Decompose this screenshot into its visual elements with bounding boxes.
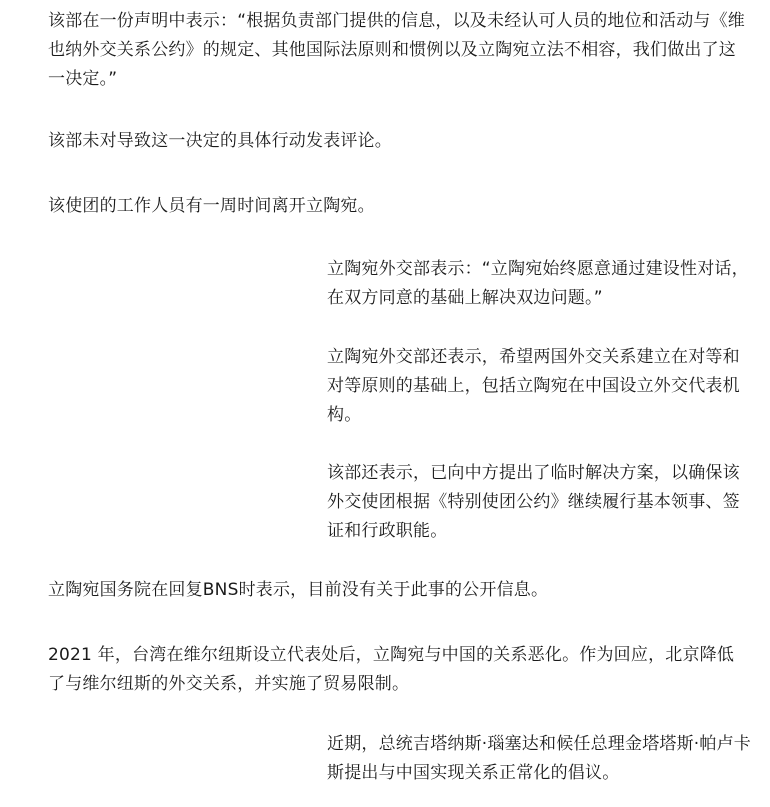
article-paragraph-constructive-dialogue: 立陶宛外交部表示：“立陶宛始终愿意通过建设性对话，在双方同意的基础上解决双边问题。”	[327, 259, 749, 308]
article-paragraph-interim-solution: 该部还表示，已向中方提出了临时解决方案，以确保该外交使团根据《特别使团公约》继续履行基本领事、签证和行政职能。	[327, 463, 740, 541]
article-paragraph-state-council: 立陶宛国务院在回复BNS时表示，目前没有关于此事的公开信息。	[48, 580, 549, 600]
article-paragraph-normalization: 近期，总统吉塔纳斯·瑙塞达和候任总理金塔塔斯·帕卢卡斯提出与中国实现关系正常化的倡议。	[327, 734, 752, 783]
article-paragraph-staff-departure: 该使团的工作人员有一周时间离开立陶宛。	[48, 196, 375, 216]
article-paragraph-background-2021: 2021 年，台湾在维尔纽斯设立代表处后，立陶宛与中国的关系恶化。作为回应，北京降低了与维尔纽斯的外交关系，并实施了贸易限制。	[48, 645, 735, 694]
article-paragraph-no-comment: 该部未对导致这一决定的具体行动发表评论。	[48, 131, 392, 151]
article-paragraph-reciprocity: 立陶宛外交部还表示，希望两国外交关系建立在对等和对等原则的基础上，包括立陶宛在中国设立外交代表机构。	[327, 347, 740, 425]
article-paragraph-statement: 该部在一份声明中表示：“根据负责部门提供的信息，以及未经认可人员的地位和活动与《维也纳外交关系公约》的规定、其他国际法原则和惯例以及立陶宛立法不相容，我们做出了这一决定。”	[48, 11, 746, 89]
